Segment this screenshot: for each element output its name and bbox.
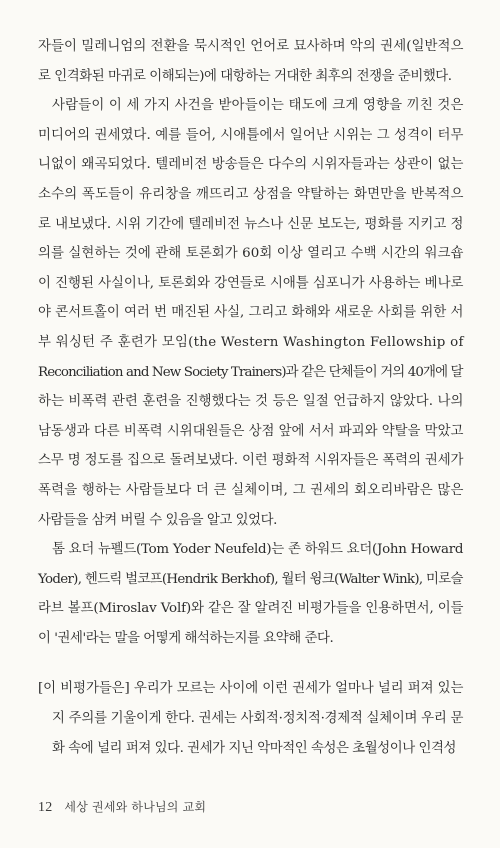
text-line: 미디어의 권세였다. 예를 들어, 시애틀에서 일어난 시위는 그 성격이 터무 — [38, 127, 464, 143]
block-quote — [38, 674, 463, 764]
page-number: 12 — [38, 800, 53, 815]
text-line: Yoder), 헨드릭 벌코프(Hendrik Berkhof), 월터 윙크(Walter Wink), 미로슬 — [38, 571, 463, 587]
page-footer — [38, 798, 206, 816]
running-title: 세상 권세와 하나님의 교회 — [64, 800, 207, 814]
text-line: Reconciliation and New Society Trainers)과 같은 단체들이 거의 40개에 달 — [38, 364, 463, 380]
text-line: 이 진행된 사실이나, 토론회와 강연들로 시애틀 심포니가 사용하는 베나로 — [38, 275, 464, 291]
text-line: 야 콘서트홀이 여러 번 매진된 사실, 그리고 화해와 새로운 사회를 위한 서 — [38, 305, 464, 321]
quote-line: 지 주의를 기울이게 한다. 권세는 사회적·정치적·경제적 실체이며 우리 문 — [52, 711, 464, 726]
text-line: 로 인격화된 마귀로 이해되는)에 대항하는 거대한 최후의 전쟁을 준비했다. — [38, 68, 452, 84]
text-line: 라브 볼프(Miroslav Volf)와 같은 잘 알려진 비평가들을 인용하면서, 이들 — [38, 601, 464, 617]
quote-line: [이 비평가들은] 우리가 모르는 사이에 이런 권세가 얼마나 널리 퍼져 있는 — [38, 681, 464, 696]
text-line: 의를 실현하는 것에 관해 토론회가 60회 이상 열리고 수백 시간의 워크숍 — [38, 246, 464, 262]
text-line: 소수의 폭도들이 유리창을 깨뜨리고 상점을 약탈하는 화면만을 반복적으 — [38, 186, 464, 202]
text-line: 하는 비폭력 관련 훈련을 진행했다는 것 등은 일절 언급하지 않았다. 나의 — [38, 394, 464, 410]
text-line: 자들이 밀레니엄의 전환을 묵시적인 언어로 묘사하며 악의 권세(일반적으 — [38, 39, 464, 54]
text-line: 사람들을 삼켜 버릴 수 있음을 알고 있었다. — [38, 512, 277, 528]
text-line: 이 '권세'라는 말을 어떻게 해석하는지를 요약해 준다. — [38, 630, 334, 646]
text-line: 스무 명 정도를 집으로 돌려보냈다. 이런 평화적 시위자들은 폭력의 권세가 — [38, 453, 464, 469]
text-line: 니없이 왜곡되었다. 텔레비전 방송들은 다수의 시위자들과는 상관이 없는 — [38, 157, 464, 173]
text-line: 부 워싱턴 주 훈련가 모임(the Western Washington Fellowship of — [38, 334, 464, 350]
text-line: 사람들이 이 세 가지 사건을 받아들이는 태도에 크게 영향을 끼친 것은 — [52, 98, 464, 114]
text-line: 로 내보냈다. 시위 기간에 텔레비전 뉴스나 신문 보도는, 평화를 지키고 정 — [38, 216, 464, 232]
body-text — [38, 32, 463, 653]
text-line: 톰 요더 뉴펠드(Tom Yoder Neufeld)는 존 하워드 요더(John Howard — [52, 542, 464, 558]
text-line: 폭력을 행하는 사람들보다 더 큰 실체이며, 그 권세의 회오리바람은 많은 — [38, 482, 464, 498]
text-line: 남동생과 다른 비폭력 시위대원들은 상점 앞에 서서 파괴와 약탈을 막았고 — [38, 423, 464, 439]
quote-line: 화 속에 널리 퍼져 있다. 권세가 지닌 악마적인 속성은 초월성이나 인격성 — [52, 741, 456, 756]
